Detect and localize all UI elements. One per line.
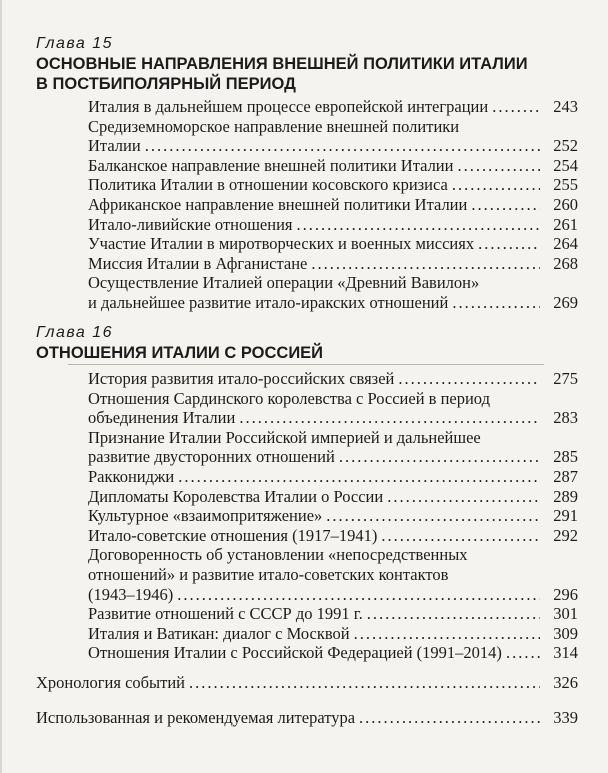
toc-entry-title: отношений» и развитие итало-советских контактов xyxy=(88,564,449,584)
toc-entry xyxy=(88,506,578,526)
toc-entry xyxy=(88,389,578,428)
toc-entry-line xyxy=(88,215,578,235)
toc-page-number: 309 xyxy=(553,623,578,643)
chapter-15-label: Глава 15 xyxy=(36,35,114,52)
toc-entry-title: Африканское направление внешней политики Италии xyxy=(88,194,468,214)
toc-entry-title: Использованная и рекомендуемая литература xyxy=(36,708,356,727)
dot-leader xyxy=(354,624,540,644)
toc-entry-line xyxy=(88,526,578,546)
toc-entry xyxy=(88,428,578,467)
toc-page-number: 269 xyxy=(553,292,578,312)
toc-entry xyxy=(88,624,578,644)
toc-entry xyxy=(36,673,578,693)
dot-leader xyxy=(471,195,540,215)
dot-leader xyxy=(398,369,540,389)
toc-entry xyxy=(88,545,578,604)
toc-entry-line xyxy=(88,487,578,507)
toc-entry-title: объединения Италии xyxy=(88,408,236,428)
toc-entry-title: (1943–1946) xyxy=(88,584,174,604)
toc-entry-line xyxy=(88,643,578,663)
dot-leader xyxy=(506,643,540,663)
dot-leader xyxy=(339,447,540,467)
toc-entry-title: Культурное «взаимопритяжение» xyxy=(88,506,323,526)
toc-entry-line xyxy=(88,585,578,605)
toc-page-number: 314 xyxy=(553,643,578,663)
toc-entry-title: Итало-ливийские отношения xyxy=(88,214,293,234)
toc-entry xyxy=(88,467,578,487)
toc-entry-line xyxy=(88,369,578,389)
dot-leader xyxy=(457,156,540,176)
toc-entry-line xyxy=(88,408,578,428)
chapter-15-title-line1: ОСНОВНЫЕ НАПРАВЛЕНИЯ ВНЕШНЕЙ ПОЛИТИКИ ИТАЛИИ xyxy=(36,55,528,73)
toc-entry xyxy=(88,604,578,624)
toc-entry xyxy=(88,369,578,389)
toc-entry-line xyxy=(88,273,578,293)
toc-entry-line xyxy=(88,156,578,176)
toc-entry-line xyxy=(88,293,578,313)
toc-entry xyxy=(88,97,578,117)
toc-entry-title: Политика Италии в отношении косовского кризиса xyxy=(88,175,448,195)
toc-entry xyxy=(88,156,578,176)
toc-entry xyxy=(88,526,578,546)
dot-leader xyxy=(145,136,540,156)
dot-leader xyxy=(189,673,540,693)
toc-entry-line xyxy=(88,545,578,565)
toc-page-number: 255 xyxy=(553,175,578,195)
toc-page-number: 260 xyxy=(553,194,578,214)
chapter-16-label: Глава 16 xyxy=(36,324,114,341)
toc-entry xyxy=(88,643,578,663)
toc-entry-line xyxy=(36,708,578,728)
dot-leader xyxy=(387,487,540,507)
toc-entry-title: Миссия Италии в Афганистане xyxy=(88,253,308,273)
dot-leader xyxy=(478,234,540,254)
toc-page-number: 289 xyxy=(553,486,578,506)
toc-entry-title: Средиземноморское направление внешней политики xyxy=(88,116,460,136)
toc-entry-title: и дальнейшее развитие итало-иракских отношений xyxy=(88,292,449,312)
toc-entry-line xyxy=(88,254,578,274)
toc-entry xyxy=(36,708,578,728)
toc-page-number: 264 xyxy=(553,234,578,254)
toc-entry-line xyxy=(88,467,578,487)
toc-page-number: 291 xyxy=(553,506,578,526)
dot-leader xyxy=(297,215,540,235)
toc-entry-title: Отношения Италии с Российской Федерацией (1991–2014) xyxy=(88,643,502,663)
dot-leader xyxy=(311,254,540,274)
chapter-15-heading xyxy=(36,34,568,94)
dot-leader xyxy=(359,708,540,728)
toc-entry-title: Отношения Сардинского королевства с Россией в период xyxy=(88,388,490,408)
section-divider xyxy=(68,364,544,365)
toc-entry-line xyxy=(88,506,578,526)
chapter-16-title: ОТНОШЕНИЯ ИТАЛИИ С РОССИЕЙ xyxy=(36,344,324,362)
toc-entry-title: Хронология событий xyxy=(36,673,185,692)
toc-entry-line xyxy=(88,234,578,254)
toc-entry-title: Участие Италии в миротворческих и военных миссиях xyxy=(88,234,475,254)
dot-leader xyxy=(367,604,540,624)
toc-entry-line xyxy=(88,117,578,137)
toc-page-number: 275 xyxy=(553,369,578,388)
toc-entry-title: Договоренность об установлении «непосредственных xyxy=(88,545,468,565)
toc-entry-title: История развития итало-российских связей xyxy=(88,369,395,388)
toc-page-number: 283 xyxy=(553,408,578,428)
literature-entry xyxy=(36,708,578,728)
toc-page-number: 254 xyxy=(553,155,578,175)
toc-entry xyxy=(88,487,578,507)
toc-page-number: 292 xyxy=(553,525,578,545)
dot-leader xyxy=(326,506,540,526)
toc-entry-line xyxy=(88,447,578,467)
toc-entry xyxy=(88,215,578,235)
toc-entry-title: Италия и Ватикан: диалог с Москвой xyxy=(88,623,350,643)
dot-leader xyxy=(492,97,540,117)
chapter-16-toc xyxy=(88,369,578,663)
toc-entry xyxy=(88,195,578,215)
chapter-15-toc xyxy=(88,97,578,313)
toc-entry-line xyxy=(88,604,578,624)
toc-entry-line xyxy=(88,195,578,215)
dot-leader xyxy=(452,293,540,313)
dot-leader xyxy=(177,585,540,605)
toc-page-number: 296 xyxy=(553,584,578,604)
toc-page-number: 339 xyxy=(553,708,578,727)
toc-entry-title: Развитие отношений с СССР до 1991 г. xyxy=(88,604,363,624)
toc-entry-line xyxy=(88,389,578,409)
toc-entry xyxy=(88,117,578,156)
chapter-15-title-line2: В ПОСТБИПОЛЯРНЫЙ ПЕРИОД xyxy=(36,75,296,93)
toc-entry-line xyxy=(88,97,578,117)
toc-page-number: 252 xyxy=(553,136,578,156)
toc-page-number: 268 xyxy=(553,253,578,273)
chapter-16-heading xyxy=(36,323,568,363)
toc-entry-line xyxy=(88,428,578,448)
toc-page-number: 287 xyxy=(553,466,578,486)
toc-page-number: 261 xyxy=(553,214,578,234)
toc-entry-line xyxy=(88,136,578,156)
dot-leader xyxy=(381,526,540,546)
toc-entry-title: Раккониджи xyxy=(88,466,175,486)
toc-entry-title: Итало-советские отношения (1917–1941) xyxy=(88,525,378,545)
toc-entry-title: Признание Италии Российской империей и дальнейшее xyxy=(88,427,481,447)
toc-entry-title: развитие двусторонних отношений xyxy=(88,447,335,467)
toc-entry xyxy=(88,273,578,312)
toc-entry-title: Италии xyxy=(88,136,141,156)
toc-entry-line xyxy=(36,673,578,693)
dot-leader xyxy=(178,467,540,487)
toc-entry-title: Италия в дальнейшем процессе европейской интеграции xyxy=(88,97,489,116)
toc-entry-title: Дипломаты Королевства Италии о России xyxy=(88,486,384,506)
toc-entry-line xyxy=(88,565,578,585)
chronology-entry xyxy=(36,673,578,693)
toc-page-number: 326 xyxy=(553,673,578,692)
toc-entry-line xyxy=(88,624,578,644)
dot-leader xyxy=(452,175,540,195)
toc-entry-title: Осуществление Италией операции «Древний Вавилон» xyxy=(88,273,480,293)
toc-page-number: 301 xyxy=(553,604,578,624)
toc-entry xyxy=(88,175,578,195)
toc-entry-line xyxy=(88,175,578,195)
toc-entry xyxy=(88,254,578,274)
toc-entry-title: Балканское направление внешней политики Италии xyxy=(88,155,454,175)
dot-leader xyxy=(239,408,540,428)
toc-entry xyxy=(88,234,578,254)
page-edge-shadow xyxy=(0,0,2,773)
toc-page-number: 285 xyxy=(553,447,578,467)
toc-page-number: 243 xyxy=(553,97,578,116)
